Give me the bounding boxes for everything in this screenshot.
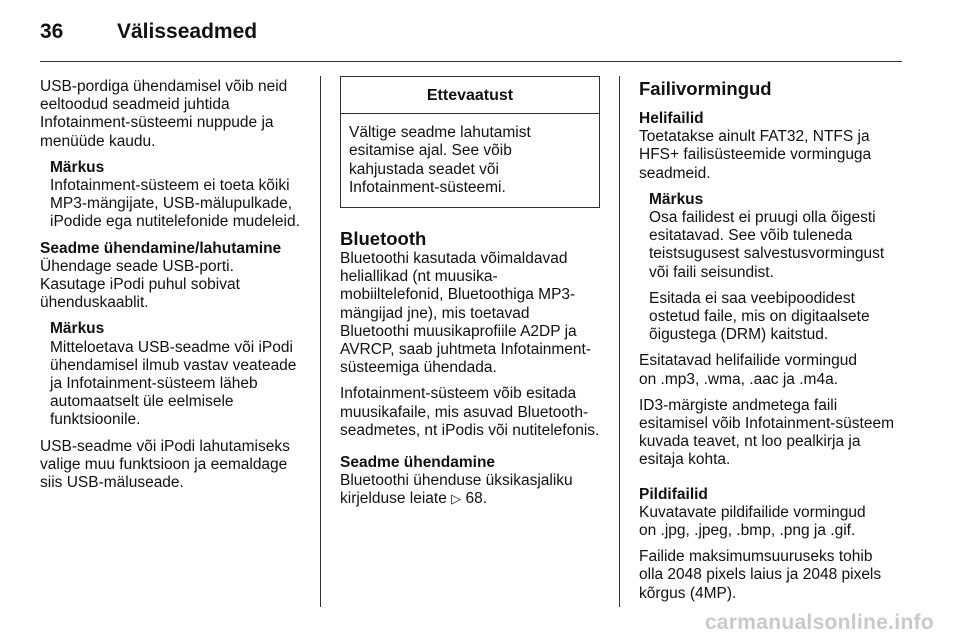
paragraph: [340, 472, 602, 508]
column-divider-1: [320, 76, 321, 607]
paragraph: Failide maksimumsuuruseks tohib olla 2048 pixels laius ja 2048 pixels kõrgus (4MP).: [639, 548, 882, 602]
column-divider-2: [619, 76, 620, 607]
page-number: 36: [40, 20, 64, 43]
section-heading: Failivormingud: [639, 78, 772, 99]
subsection-heading: Seadme ühendamine: [340, 454, 496, 472]
note-text: Infotainment-süsteem ei toeta kõiki MP3-mängijate, USB-mälupulkade, iPodide ega nutitelefonide mudeleid.: [50, 177, 300, 231]
note-block: [40, 159, 306, 232]
paragraph: Infotainment-süsteem võib esitada muusikafaile, mis asuvad Bluetooth- seadmetes, nt iPodis või nutitelefonis.: [340, 385, 600, 439]
note-label: Märkus: [50, 320, 105, 338]
caution-box: [340, 76, 600, 208]
note-label: Märkus: [50, 158, 105, 176]
intro-paragraph: USB-pordiga ühendamisel võib neid eeltoodud seadmeid juhtida Infotainment-süsteemi nuppude ja menüüde kaudu.: [40, 78, 288, 150]
paragraph-text: Bluetoothi ühenduse üksikasjaliku kirjelduse leiate: [340, 472, 573, 508]
watermark: carmanualsonline.info: [704, 611, 934, 634]
section-heading: Seadme ühendamine/lahutamine: [40, 239, 282, 257]
paragraph: ID3-märgiste andmetega faili esitamisel võib Infotainment-süsteem kuvada teavet, nt loo pealkirja ja esitaja kohta.: [639, 396, 895, 469]
column-right: [639, 78, 905, 611]
note-text: Osa failidest ei pruugi olla õigesti esitatavad. See võib tuleneda teistsugusest salvestusvormingust või faili seisundist.: [649, 209, 885, 281]
section-heading: Bluetooth: [340, 228, 427, 250]
paragraph: USB-seadme või iPodi lahutamiseks valige muu funktsioon ja eemaldage siis USB-mäluseade.: [40, 437, 290, 492]
note-block: [639, 191, 905, 345]
caution-text: Vältige seadme lahutamist esitamise ajal. See võib kahjustada seadet või Infotainment-süsteemi.: [349, 124, 531, 196]
paragraph: Bluetoothi kasutada võimaldavad heliallikad (nt muusika- mobiiltelefonid, Bluetoothiga MP3- mängijad jne), mis toetavad Bluetoothi muusikaprofiile A2DP ja AVRCP, saab juhtmeta Infotainment- süsteemiga ühendada.: [340, 250, 592, 377]
page-reference[interactable]: 68.: [465, 490, 488, 508]
page-reference-arrow-icon: ▷: [451, 491, 462, 507]
header-rule: [40, 61, 902, 62]
paragraph: Kuvatavate pildifailide vormingud on .jpg, .jpeg, .bmp, .png ja .gif.: [639, 503, 866, 540]
subsection-heading: Pildifailid: [639, 485, 708, 503]
subsection-heading: Helifailid: [639, 110, 704, 127]
paragraph: Toetatakse ainult FAT32, NTFS ja HFS+ failisüsteemide vorminguga seadmeid.: [639, 128, 872, 182]
paragraph: Esitatavad helifailide vormingud on .mp3, .wma, .aac ja .m4a.: [639, 352, 857, 388]
note-block: [40, 320, 306, 429]
page-header: [0, 0, 960, 62]
column-middle: [340, 76, 602, 517]
column-left: [40, 78, 306, 500]
note-text: Esitada ei saa veebipoodidest ostetud faile, mis on digitaalsete õigustega (DRM) kaitstud.: [649, 289, 870, 344]
page-title: Välisseadmed: [117, 20, 258, 43]
note-label: Märkus: [649, 190, 704, 208]
paragraph: Ühendage seade USB-porti. Kasutage iPodi puhul sobivat ühenduskaablit.: [40, 257, 240, 312]
caution-title: Ettevaatust: [341, 77, 599, 114]
note-text: Mitteloetava USB-seadme või iPodi ühendamisel ilmub vastav veateade ja Infotainment-süsteem läheb automaatselt üle eelmisele funktsioonile.: [50, 338, 297, 429]
